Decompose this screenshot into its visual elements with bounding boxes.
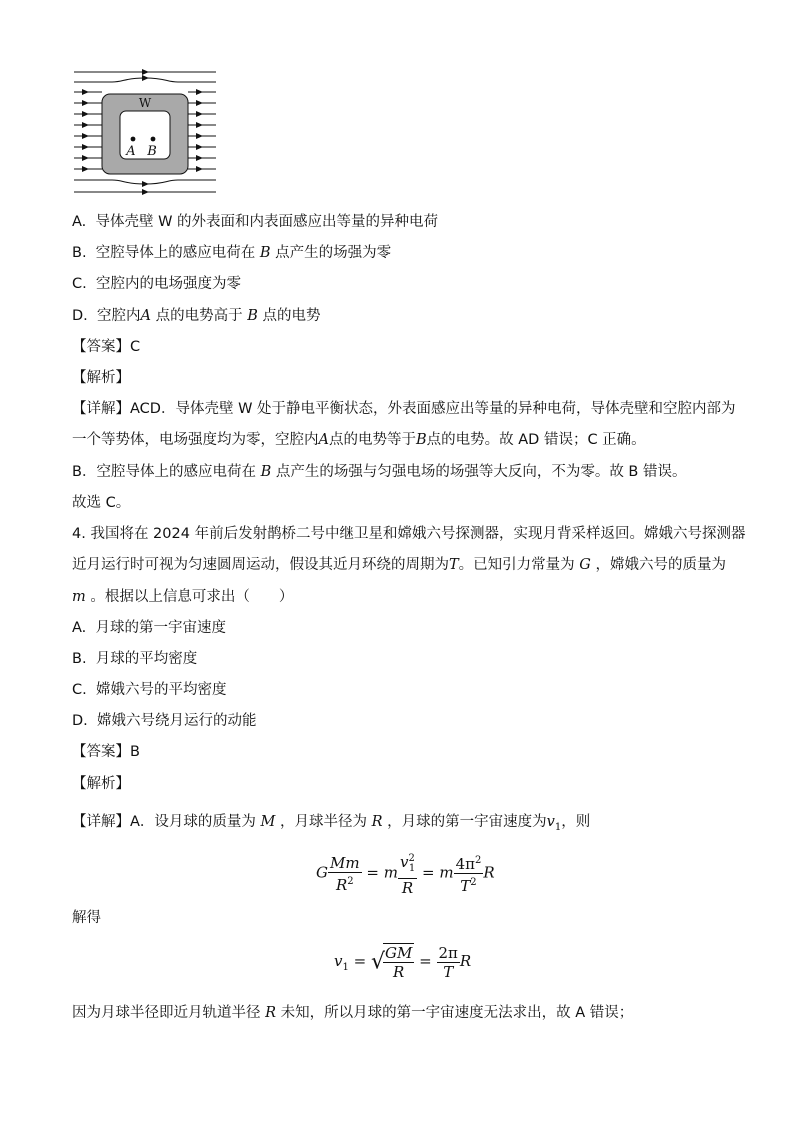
point-b-dot xyxy=(151,137,156,142)
q3-option-c: C. 空腔内的电场强度为零 xyxy=(72,276,241,292)
q4-stem-line-1: 4. 我国将在 2024 年前后发射鹊桥二号中继卫星和嫦娥六号探测器，实现月背采样返回。嫦娥六号探测器 xyxy=(72,526,746,542)
q3-option-b: B. 空腔导体上的感应电荷在 B 点产生的场强为零 xyxy=(72,245,392,261)
point-b-label: B xyxy=(147,144,157,159)
equation-gravity-centripetal: G $\frac{Mm}{R^2}$ = m $\frac{v^2_1}{R}$ = m $\frac{4\pi^2}{T^2}$ R xyxy=(316,850,495,897)
q4-option-c: C. 嫦娥六号的平均密度 xyxy=(72,682,227,698)
q4-analysis-label: 【解析】 xyxy=(72,776,130,792)
q3-option-d: D. 空腔内A 点的电势高于 B 点的电势 xyxy=(72,308,321,324)
equation-first-cosmic-velocity: $v_1$ = √ $\frac{GM}{R}$ = $\frac{2\pi}{T}$ R xyxy=(334,943,472,981)
q4-option-b: B. 月球的平均密度 xyxy=(72,651,198,667)
q4-solve-label: 解得 xyxy=(72,910,101,926)
q3-detail-line-2: 一个等势体，电场强度均为零，空腔内A点的电势等于B点的电势。故 AD 错误；C 正确。 xyxy=(72,432,646,448)
q4-option-a: A. 月球的第一宇宙速度 xyxy=(72,620,226,636)
q4-answer: 【答案】B xyxy=(72,744,140,760)
shell-label: W xyxy=(138,96,152,110)
q3-conclusion: 故选 C。 xyxy=(72,495,131,511)
q3-option-a: A. 导体壳壁 W 的外表面和内表面感应出等量的异种电荷 xyxy=(72,214,439,230)
q4-stem-line-2: 近月运行时可视为匀速圆周运动，假设其近月环绕的周期为T。已知引力常量为 G ，嫦娥六号的质量为 xyxy=(72,557,726,573)
q3-detail-line-1: 【详解】ACD．导体壳壁 W 处于静电平衡状态，外表面感应出等量的异种电荷，导体壳壁和空腔内部为 xyxy=(72,401,736,417)
q4-option-d: D. 嫦娥六号绕月运行的动能 xyxy=(72,713,257,729)
q3-detail-line-3: B．空腔导体上的感应电荷在 B 点产生的场强与匀强电场的场强等大反向，不为零。故 B 错误。 xyxy=(72,464,687,480)
q4-stem-line-3: m 。根据以上信息可求出（ ） xyxy=(72,589,294,605)
q3-analysis-label: 【解析】 xyxy=(72,370,130,386)
conductor-shell-figure xyxy=(72,66,218,202)
point-a-dot xyxy=(131,137,136,142)
q3-answer: 【答案】C xyxy=(72,339,141,355)
q4-detail-line-1: 【详解】A．设月球的质量为 M ，月球半径为 R ，月球的第一宇宙速度为$v_1$，则 xyxy=(72,814,591,833)
point-a-label: A xyxy=(126,144,136,159)
q4-detail-last: 因为月球半径即近月轨道半径 R 未知，所以月球的第一宇宙速度无法求出，故 A 错误； xyxy=(72,1005,634,1021)
